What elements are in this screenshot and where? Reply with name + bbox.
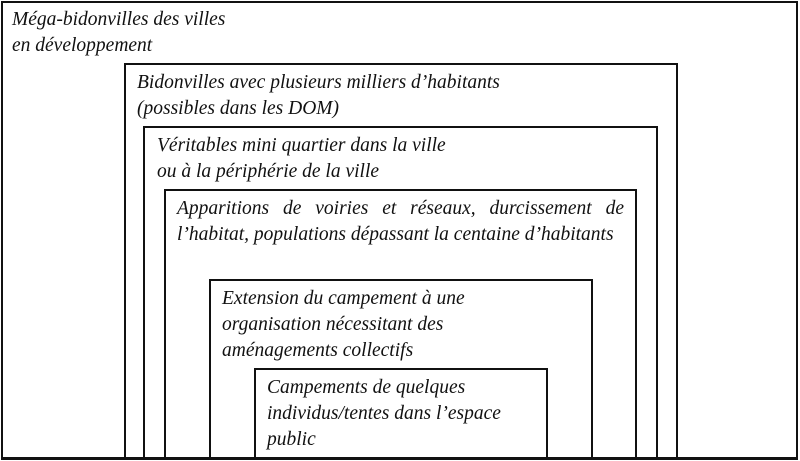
level-3-label: Véritables mini quartier dans la ville ou à la périphérie de la ville [157, 135, 446, 182]
level-5-label: Extension du campement à une organisation nécessitant des aménagements collectifs [222, 288, 465, 361]
level-2-label: Bidonvilles avec plusieurs milliers d’habitants (possibles dans les DOM) [137, 72, 500, 119]
level-1-label: Méga-bidonvilles des villes en développement [12, 9, 226, 56]
level-6-label: Campements de quelques individus/tentes dans l’espace public [267, 377, 501, 450]
level-4-label: Apparitions de voiries et réseaux, durcissement de l’habitat, populations dépassant la centaine d’habitants [177, 198, 624, 245]
bottom-border [1, 457, 798, 459]
